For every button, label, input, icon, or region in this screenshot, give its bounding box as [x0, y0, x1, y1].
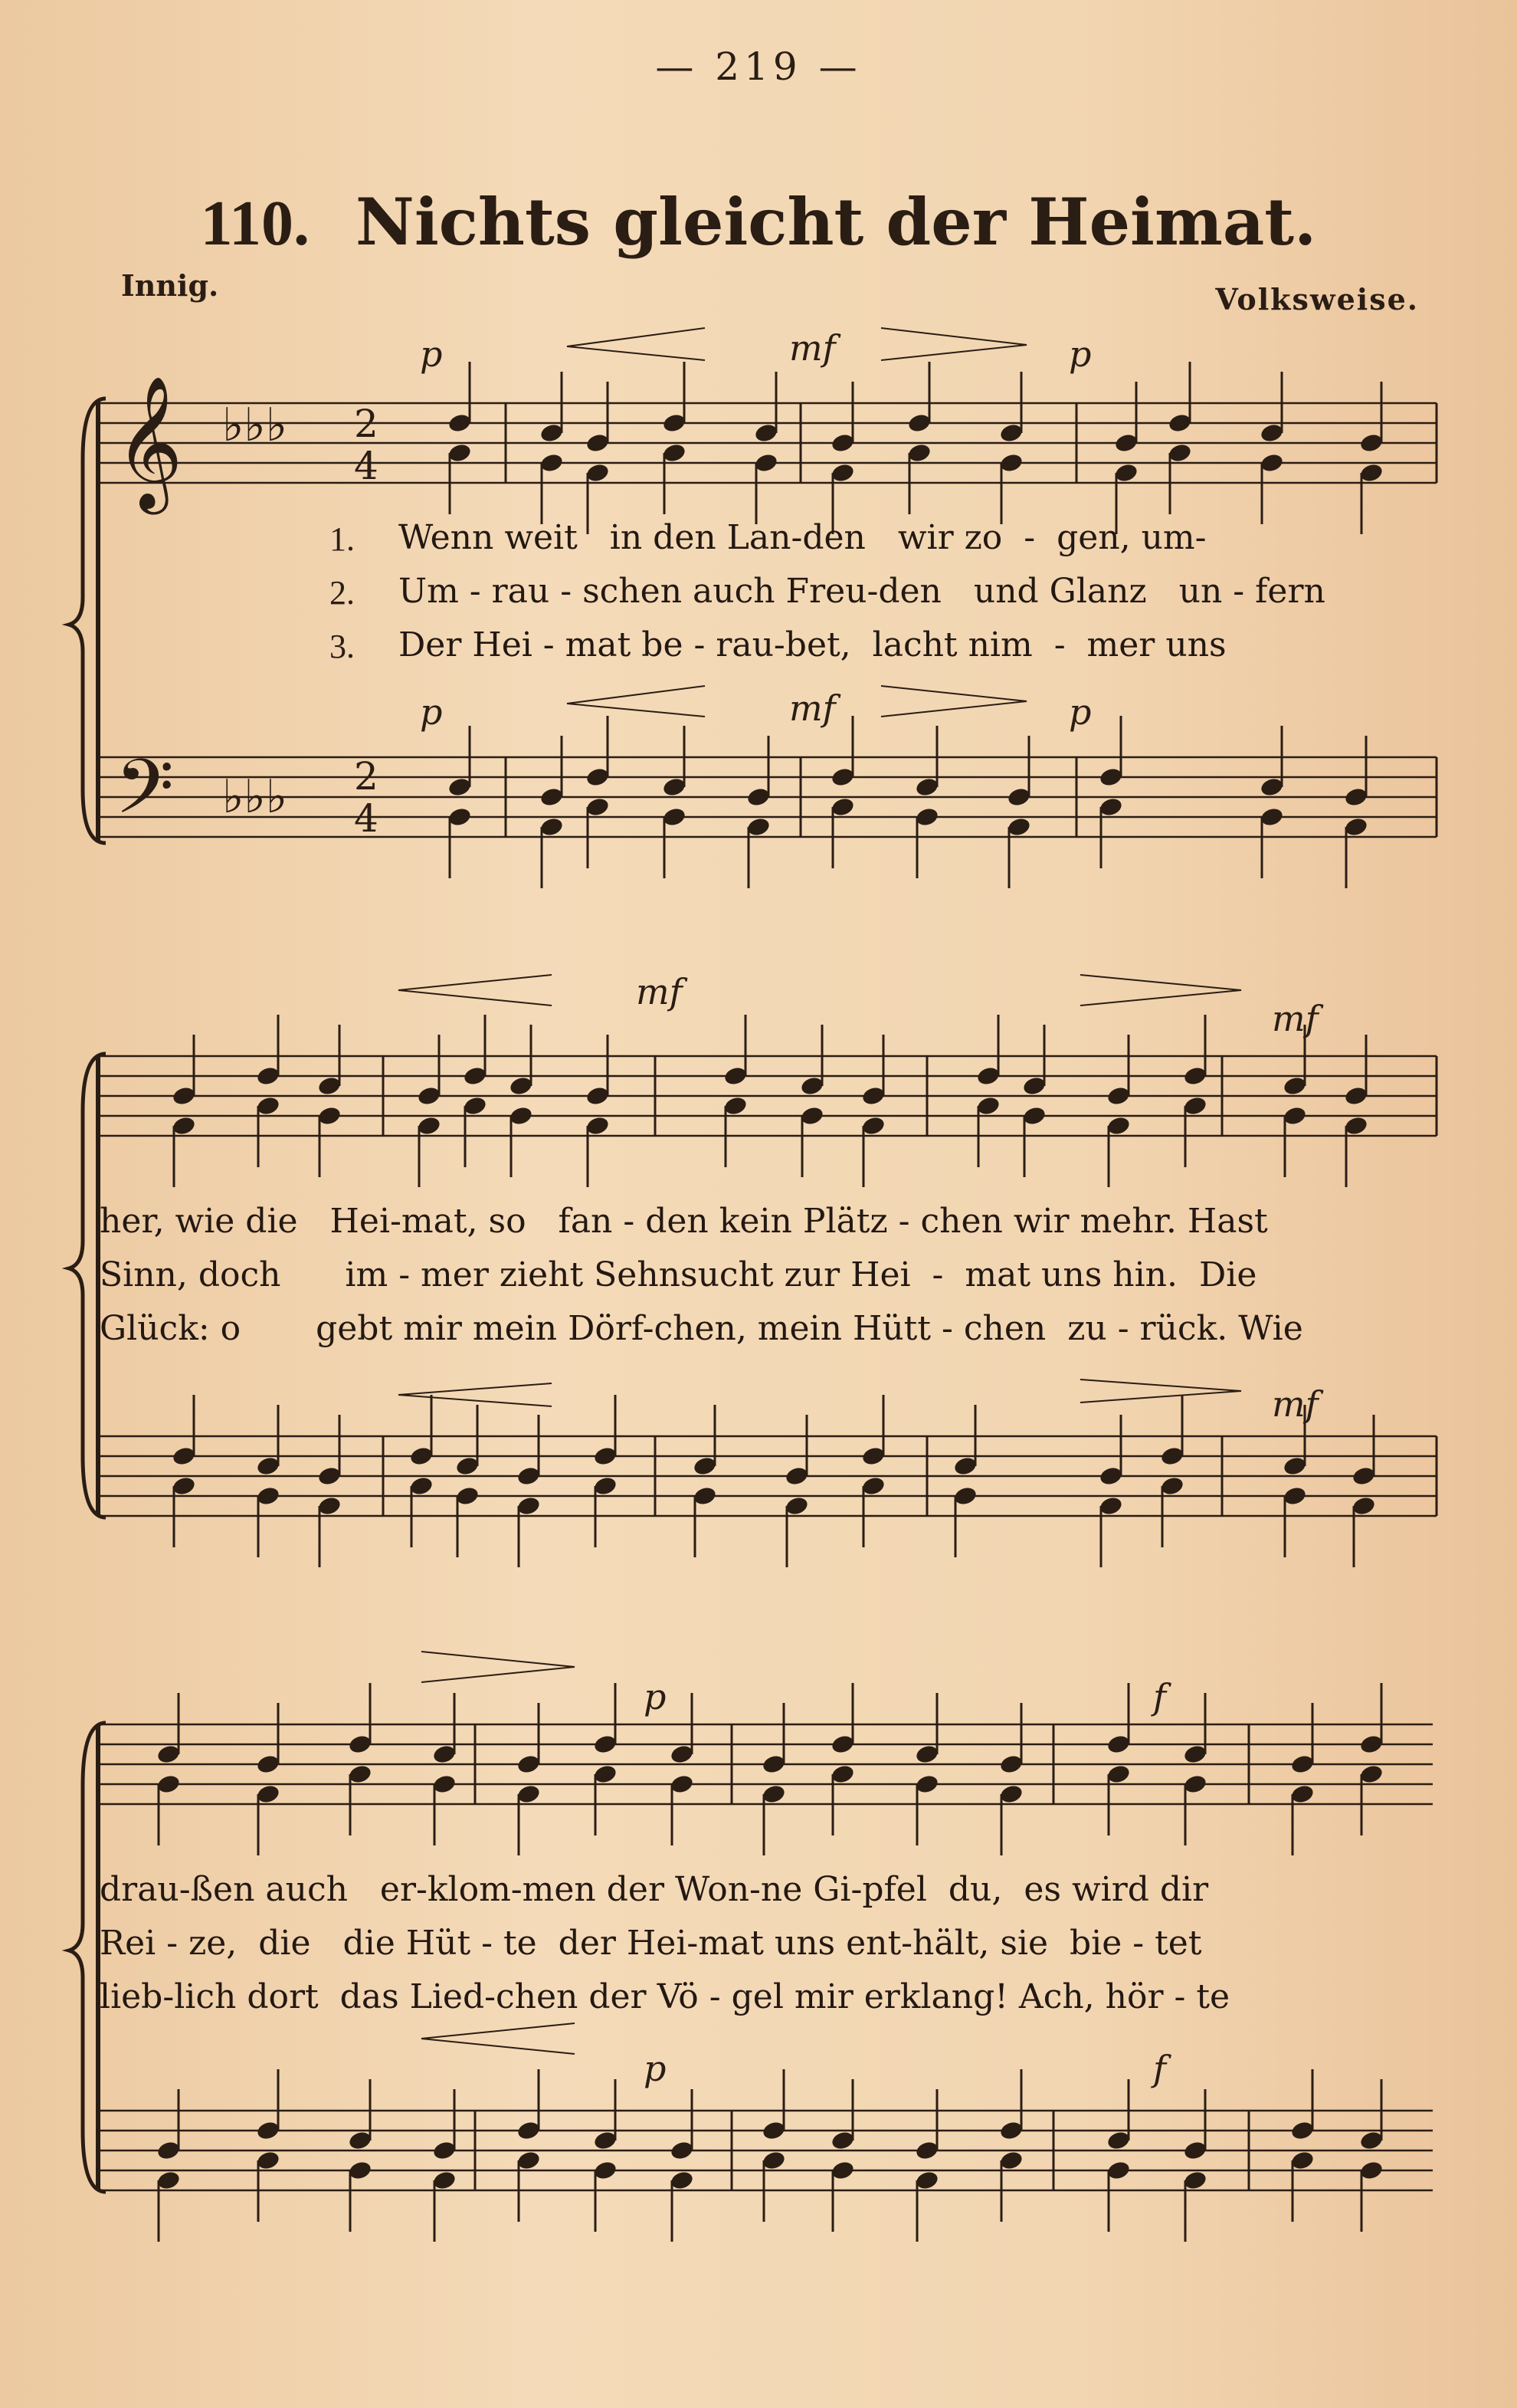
verse-number: 3.: [329, 628, 355, 665]
verse-number: 1.: [329, 520, 355, 558]
bass-clef-icon: 𝄢: [115, 743, 175, 850]
composer-credit: Volksweise.: [1215, 282, 1419, 317]
dynamic-mf: mf: [1272, 1383, 1319, 1425]
lyric-line: Der Hei - mat be - rau-bet, lacht nim - mer uns: [398, 625, 1227, 664]
lyric-line: Um - rau - schen auch Freu-den und Glanz un - fern: [398, 572, 1325, 611]
dynamic-mf: mf: [789, 327, 836, 369]
staff-6-bass: [98, 2111, 1433, 2190]
dynamic-p: p: [420, 691, 443, 733]
dynamic-p: p: [644, 1676, 667, 1717]
dynamic-p: p: [1069, 333, 1092, 375]
dynamic-f: f: [1153, 1676, 1167, 1717]
dynamic-p: p: [644, 2048, 667, 2089]
flat-icon: ♭♭♭: [222, 770, 287, 824]
dynamic-p: p: [420, 333, 443, 375]
barlines-system-1: [506, 403, 1437, 837]
lyric-line: Sinn, doch im - mer zieht Sehnsucht zur Hei - mat uns hin. Die: [100, 1255, 1257, 1294]
page-number: — 219 —: [655, 44, 862, 89]
dynamic-mf: mf: [1272, 998, 1319, 1039]
dynamic-f: f: [1153, 2048, 1167, 2089]
lyric-line: Glück: o gebt mir mein Dörf-chen, mein Hütt - chen zu - rück. Wie: [100, 1309, 1303, 1348]
lyric-line: drau-ßen auch er-klom-men der Won-ne Gi-pfel du, es wird dir: [100, 1870, 1209, 1909]
dynamic-mf: mf: [636, 971, 683, 1012]
song-title: Nichts gleicht der Heimat.: [355, 184, 1317, 260]
staff-3-treble: [98, 1056, 1437, 1136]
time-sig-bottom-bass: 4: [354, 796, 378, 841]
lyric-line: lieb-lich dort das Lied-chen der Vö - gel mir erklang! Ach, hör - te: [100, 1977, 1230, 2016]
dynamic-mf: mf: [789, 687, 836, 729]
flat-icon: ♭♭♭: [222, 399, 287, 452]
decrescendo-hairpin: [881, 328, 1027, 360]
staff-4-bass: [98, 1436, 1437, 1516]
song-number: 110.: [200, 188, 310, 259]
time-sig-bottom: 4: [354, 444, 378, 488]
treble-clef-icon: 𝄞: [115, 376, 183, 509]
dynamic-p: p: [1069, 691, 1092, 733]
lyric-line: her, wie die Hei-mat, so fan - den kein Plätz - chen wir mehr. Hast: [100, 1202, 1268, 1241]
lyric-line: Wenn weit in den Lan-den wir zo - gen, um-: [398, 518, 1207, 557]
time-sig-top-bass: 2: [354, 754, 378, 799]
tempo-marking: Innig.: [121, 268, 219, 303]
staff-1-treble: [98, 403, 1437, 483]
verse-number: 2.: [329, 574, 355, 612]
time-sig-top: 2: [354, 402, 378, 446]
lyric-line: Rei - ze, die die Hüt - te der Hei-mat uns ent-hält, sie bie - tet: [100, 1924, 1202, 1963]
crescendo-hairpin: [567, 328, 705, 360]
